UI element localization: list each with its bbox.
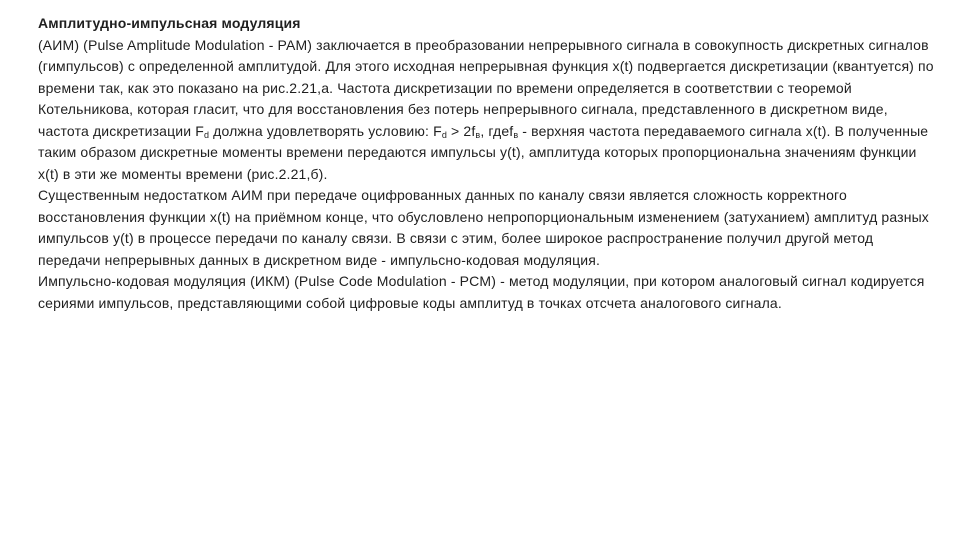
paragraph-pam-text-a: (АИМ) (Pulse Amplitude Modulation - PAM) заключается в преобразовании непрерывного сигнала в совокупность дискретных сигналов (гимпульсов) с определенной амплитудой. Для этого исходная непрерывная функция x(t) подвергается дискретизации (квантуется) по времени так, как это показано на рис.2.21,а. Частота дискретизации по времени определяется в соответствии с теоремой Котельникова, которая гласит, что для восстановления без потерь непрерывного сигнала, представленного в дискретном виде, частота дискретизации F	[38, 36, 934, 139]
slide-title: Амплитудно-импульсная модуляция	[38, 15, 301, 31]
paragraph-pam	[38, 35, 938, 186]
paragraph-pam-text-c: > 2f	[446, 122, 476, 139]
subscript-v: в	[513, 129, 519, 140]
subscript-d: d	[203, 129, 210, 140]
slide-text	[38, 13, 938, 314]
paragraph-pam-text-e: - верхняя частота передаваемого сигнала x(t). В полученные таким образом дискретные моменты времени передаются импульсы y(t), амплитуда которых пропорциональна значениям функции x(t) в эти же моменты времени (рис.2.21,б).	[38, 122, 929, 182]
subscript-v: в	[475, 129, 481, 140]
subscript-d: d	[441, 129, 447, 140]
paragraph-pcm: Импульсно-кодовая модуляция (ИКМ) (Pulse Code Modulation - PCM) - метод модуляции, при котором аналоговый сигнал кодируется сериями импульсов, представляющими собой цифровые коды амплитуд в точках отсчета аналогового сигнала.	[38, 273, 925, 311]
paragraph-pam-drawback: Существенным недостатком АИМ при передаче оцифрованных данных по каналу связи является сложность корректного восстановления функции x(t) на приёмном конце, что обусловлено непропорциональным изменением (затуханием) амплитуд разных импульсов y(t) в процессе передачи по каналу связи. В связи с этим, более широкое распространение получил другой метод передачи непрерывных данных в дискретном виде - импульсно-кодовая модуляция.	[38, 187, 929, 268]
paragraph-pam-text-b: должна удовлетворять условию: F	[209, 122, 442, 139]
paragraph-pam-text-d: , гдеf	[480, 122, 514, 139]
